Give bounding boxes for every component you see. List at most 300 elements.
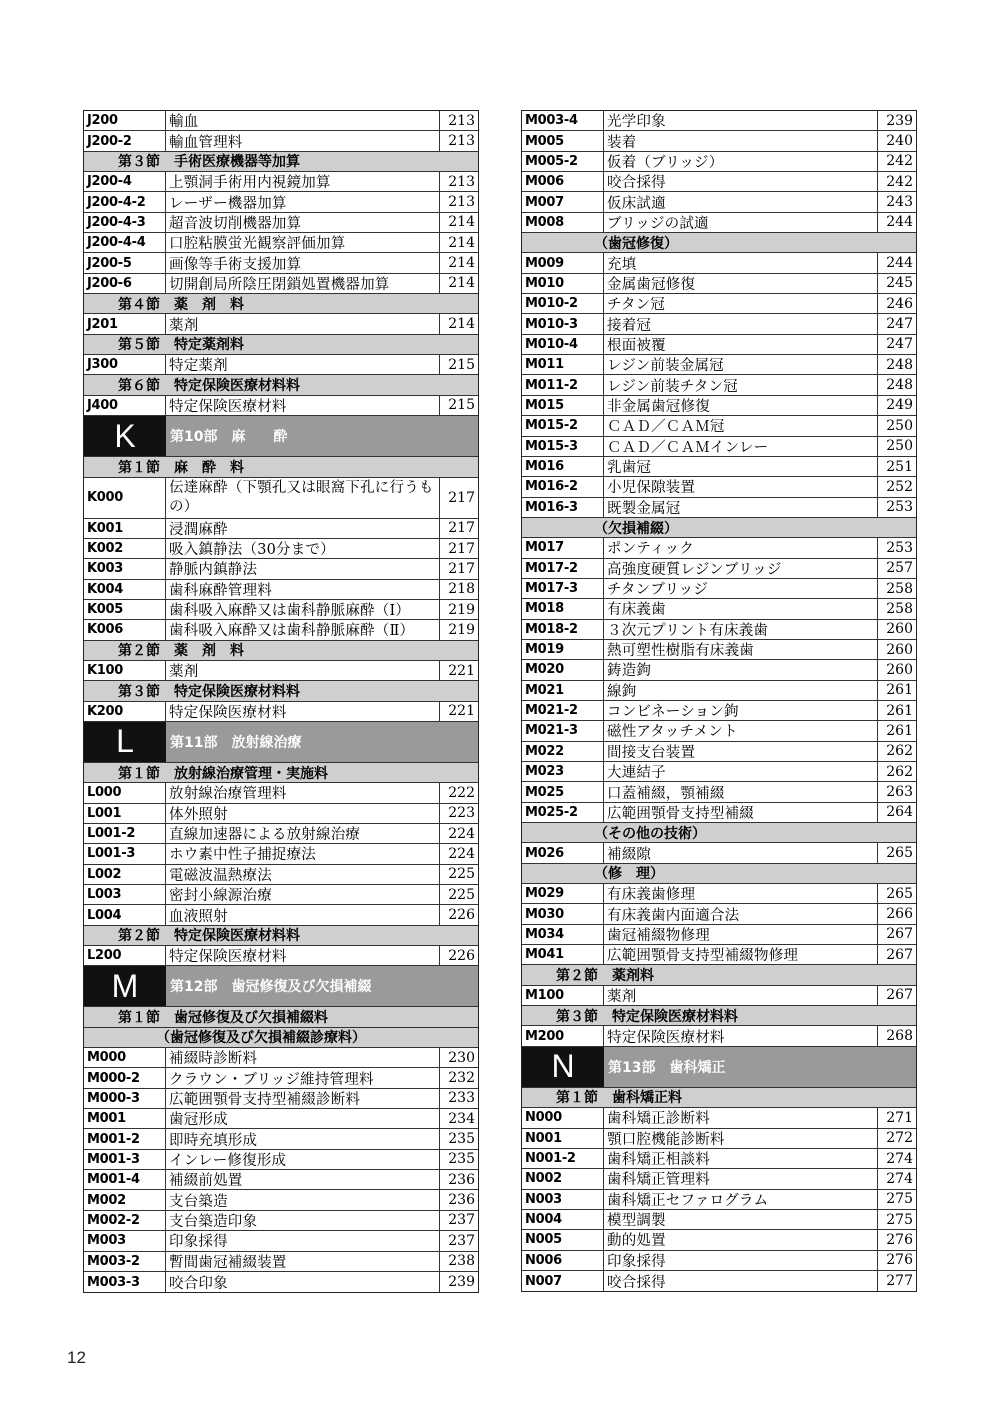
item-code: K003	[84, 559, 166, 578]
table-row	[84, 213, 478, 233]
item-page-number: 224	[448, 845, 475, 862]
item-page-number: 236	[448, 1171, 475, 1188]
table-row	[84, 253, 478, 273]
item-code: M016-3	[522, 498, 604, 517]
item-page-number: 226	[448, 947, 475, 964]
table-row	[522, 1271, 916, 1291]
table-row	[84, 1272, 478, 1292]
table-row	[84, 539, 478, 559]
item-name: 磁性アタッチメント	[604, 721, 878, 740]
table-row	[84, 192, 478, 212]
item-code: N002	[522, 1169, 604, 1188]
item-code: M200	[522, 1026, 604, 1045]
item-code: N001-2	[522, 1149, 604, 1168]
item-name: チタンブリッジ	[604, 579, 878, 598]
table-row	[522, 294, 916, 314]
item-page-number: 277	[886, 1273, 913, 1290]
item-page-number: 252	[886, 478, 913, 495]
item-page-number: 271	[886, 1109, 913, 1126]
section-header	[84, 375, 478, 395]
item-name: 支台築造	[166, 1190, 440, 1209]
item-name: 口腔粘膜蛍光観察評価加算	[166, 233, 440, 252]
item-code: L200	[84, 946, 166, 965]
item-page-number: 213	[448, 112, 475, 129]
item-code: J200-4	[84, 172, 166, 191]
part-title: 第12部 歯冠修復及び欠損補綴	[166, 966, 478, 1006]
table-row	[522, 375, 916, 395]
item-code: N006	[522, 1251, 604, 1270]
table-row	[84, 1129, 478, 1149]
item-page-number: 215	[448, 356, 475, 373]
table-row	[84, 804, 478, 824]
item-name: 伝達麻酔（下顎孔又は眼窩下孔に行うもの）	[166, 478, 440, 518]
item-code: M023	[522, 762, 604, 781]
item-name: 仮着（ブリッジ）	[604, 152, 878, 171]
item-code: L001-2	[84, 824, 166, 843]
item-name: 特定保険医療材料	[166, 702, 440, 721]
table-row	[522, 131, 916, 151]
item-name: 放射線治療管理料	[166, 783, 440, 802]
item-page-number: 214	[448, 275, 475, 292]
item-page-number: 215	[448, 397, 475, 414]
table-row	[522, 314, 916, 334]
item-page-number: 249	[886, 397, 913, 414]
item-page-number: 222	[448, 784, 475, 801]
table-row	[522, 742, 916, 762]
item-page-number: 217	[448, 560, 475, 577]
item-name: 補綴前処置	[166, 1170, 440, 1189]
item-code: L000	[84, 783, 166, 802]
table-row	[522, 213, 916, 233]
item-page-number: 250	[886, 417, 913, 434]
item-page-number: 233	[448, 1090, 475, 1107]
item-code: L001	[84, 804, 166, 823]
table-row	[522, 1190, 916, 1210]
item-name: ポンティック	[604, 538, 878, 557]
item-page-number: 213	[448, 133, 475, 150]
table-row	[522, 945, 916, 965]
item-page-number: 217	[448, 489, 475, 506]
item-code: N004	[522, 1210, 604, 1229]
table-row	[522, 925, 916, 945]
section-title: 第３節 手術医療機器等加算	[118, 154, 300, 171]
item-page-number: 213	[448, 173, 475, 190]
item-name: 超音波切削機器加算	[166, 213, 440, 232]
item-code: M019	[522, 640, 604, 659]
table-row	[522, 538, 916, 558]
section-header	[84, 152, 478, 172]
item-code: J200-2	[84, 131, 166, 150]
item-page-number: 275	[886, 1211, 913, 1228]
section-title: （歯冠修復）	[594, 235, 678, 252]
table-row	[84, 519, 478, 539]
table-row	[522, 721, 916, 741]
item-name: 血液照射	[166, 905, 440, 924]
item-page-number: 276	[886, 1231, 913, 1248]
table-row	[522, 884, 916, 904]
item-code: K100	[84, 661, 166, 680]
item-name: 特定保険医療材料	[604, 1026, 878, 1045]
item-name: 充填	[604, 253, 878, 272]
item-page-number: 257	[886, 560, 913, 577]
section-header	[84, 335, 478, 355]
item-page-number: 248	[886, 377, 913, 394]
item-name: ３次元プリント有床義歯	[604, 620, 878, 639]
item-code: J200-4-2	[84, 192, 166, 211]
item-page-number: 214	[448, 316, 475, 333]
item-name: 薬剤	[604, 986, 878, 1005]
item-page-number: 261	[886, 722, 913, 739]
table-row	[522, 681, 916, 701]
table-row	[522, 803, 916, 823]
item-name: 体外照射	[166, 804, 440, 823]
section-title: 第１節 歯科矯正料	[556, 1090, 682, 1107]
table-row	[522, 253, 916, 273]
item-name: 大連結子	[604, 762, 878, 781]
item-page-number: 262	[886, 743, 913, 760]
item-code: M000-3	[84, 1089, 166, 1108]
item-page-number: 258	[886, 600, 913, 617]
part-title: 第11部 放射線治療	[166, 722, 478, 762]
item-page-number: 260	[886, 621, 913, 638]
table-row	[84, 946, 478, 966]
table-row	[84, 1170, 478, 1190]
item-code: L003	[84, 885, 166, 904]
item-code: M030	[522, 904, 604, 923]
table-row	[84, 844, 478, 864]
item-name: 特定薬剤	[166, 355, 440, 374]
item-code: M001-3	[84, 1150, 166, 1169]
subsection-header	[84, 1028, 478, 1048]
item-page-number: 242	[886, 173, 913, 190]
item-code: M003	[84, 1231, 166, 1250]
item-name: インレー修復形成	[166, 1150, 440, 1169]
table-row	[84, 233, 478, 253]
item-page-number: 275	[886, 1191, 913, 1208]
table-row	[522, 457, 916, 477]
item-name: チタン冠	[604, 294, 878, 313]
item-page-number: 217	[448, 540, 475, 557]
index-table-left	[83, 110, 479, 1293]
item-name: クラウン・ブリッジ維持管理料	[166, 1068, 440, 1087]
table-row	[84, 274, 478, 294]
item-code: M025	[522, 782, 604, 801]
item-name: 補綴隙	[604, 843, 878, 862]
table-row	[522, 559, 916, 579]
part-letter: N	[522, 1047, 604, 1087]
item-name: 線鉤	[604, 681, 878, 700]
part-header	[84, 722, 478, 763]
table-row	[522, 172, 916, 192]
item-page-number: 239	[448, 1274, 475, 1291]
item-code: K000	[84, 478, 166, 518]
table-row	[84, 661, 478, 681]
item-code: K200	[84, 702, 166, 721]
item-name: 高強度硬質レジンブリッジ	[604, 559, 878, 578]
item-code: J300	[84, 355, 166, 374]
item-page-number: 244	[886, 214, 913, 231]
section-title: （歯冠修復及び欠損補綴診療料）	[156, 1030, 366, 1047]
item-name: 印象採得	[166, 1231, 440, 1250]
section-title: 第１節 麻 酔 料	[118, 459, 244, 476]
table-row	[522, 498, 916, 518]
item-page-number: 219	[448, 621, 475, 638]
item-name: 動的処置	[604, 1230, 878, 1249]
table-row	[522, 1108, 916, 1128]
table-row	[84, 865, 478, 885]
item-page-number: 234	[448, 1110, 475, 1127]
item-code: J200-6	[84, 274, 166, 293]
item-name: 仮床試適	[604, 192, 878, 211]
table-row	[84, 580, 478, 600]
table-row	[84, 1190, 478, 1210]
item-code: M018-2	[522, 620, 604, 639]
item-page-number: 218	[448, 581, 475, 598]
section-title: （欠損補綴）	[594, 520, 678, 537]
table-row	[522, 1026, 916, 1046]
item-code: M026	[522, 843, 604, 862]
section-header	[84, 457, 478, 477]
table-row	[522, 660, 916, 680]
item-code: J200-4-4	[84, 233, 166, 252]
table-row	[84, 1211, 478, 1231]
section-title: 第１節 歯冠修復及び欠損補綴料	[118, 1010, 328, 1027]
item-code: M015-3	[522, 437, 604, 456]
item-page-number: 213	[448, 194, 475, 211]
item-name: 直線加速器による放射線治療	[166, 824, 440, 843]
item-name: 模型調製	[604, 1210, 878, 1229]
item-code: N005	[522, 1230, 604, 1249]
item-page-number: 223	[448, 805, 475, 822]
item-name: 薬剤	[166, 661, 440, 680]
item-code: L001-3	[84, 844, 166, 863]
item-page-number: 226	[448, 907, 475, 924]
item-code: N007	[522, 1271, 604, 1291]
section-header	[522, 1006, 916, 1026]
item-code: K001	[84, 519, 166, 538]
item-code: M021-2	[522, 701, 604, 720]
item-page-number: 235	[448, 1131, 475, 1148]
item-page-number: 237	[448, 1232, 475, 1249]
table-row	[522, 640, 916, 660]
table-row	[522, 620, 916, 640]
item-page-number: 267	[886, 946, 913, 963]
item-code: M003-2	[84, 1252, 166, 1271]
section-header	[84, 681, 478, 701]
item-code: N000	[522, 1108, 604, 1127]
item-code: K006	[84, 620, 166, 639]
item-name: 広範囲顎骨支持型補綴診断料	[166, 1089, 440, 1108]
item-page-number: 240	[886, 133, 913, 150]
item-page-number: 225	[448, 886, 475, 903]
item-page-number: 264	[886, 804, 913, 821]
item-page-number: 242	[886, 153, 913, 170]
table-row	[522, 904, 916, 924]
item-code: J200-4-3	[84, 213, 166, 232]
item-name: 有床義歯	[604, 599, 878, 618]
item-name: 切開創局所陰圧閉鎖処置機器加算	[166, 274, 440, 293]
part-letter: L	[84, 722, 166, 762]
item-code: M015	[522, 396, 604, 415]
item-code: J400	[84, 396, 166, 415]
item-name: 歯科吸入麻酔又は歯科静脈麻酔（Ⅱ）	[166, 620, 440, 639]
section-header	[84, 641, 478, 661]
table-row	[522, 274, 916, 294]
table-row	[522, 843, 916, 863]
item-page-number: 262	[886, 763, 913, 780]
table-row	[522, 579, 916, 599]
item-page-number: 265	[886, 885, 913, 902]
item-name: 上顎洞手術用内視鏡加算	[166, 172, 440, 191]
item-page-number: 274	[886, 1150, 913, 1167]
index-table-right	[521, 110, 917, 1292]
part-letter: K	[84, 416, 166, 456]
part-letter: M	[84, 966, 166, 1006]
table-row	[84, 1048, 478, 1068]
section-header	[522, 1088, 916, 1108]
section-title: 第２節 薬 剤 料	[118, 643, 244, 660]
part-header	[84, 416, 478, 457]
item-name: ＣＡＤ／ＣＡＭインレー	[604, 437, 878, 456]
item-page-number: 263	[886, 784, 913, 801]
item-page-number: 235	[448, 1151, 475, 1168]
table-row	[84, 478, 478, 519]
item-name: 鋳造鉤	[604, 660, 878, 679]
section-title: 第６節 特定保険医療材料料	[118, 378, 300, 395]
table-row	[522, 437, 916, 457]
item-page-number: 221	[448, 703, 475, 720]
table-row	[522, 1129, 916, 1149]
item-code: M005	[522, 131, 604, 150]
item-code: M017-2	[522, 559, 604, 578]
table-row	[522, 416, 916, 436]
item-page-number: 267	[886, 987, 913, 1004]
item-code: M007	[522, 192, 604, 211]
table-row	[522, 477, 916, 497]
table-row	[84, 314, 478, 334]
section-header	[84, 926, 478, 946]
item-name: 密封小線源治療	[166, 885, 440, 904]
item-page-number: 260	[886, 641, 913, 658]
item-page-number: 260	[886, 661, 913, 678]
item-page-number: 253	[886, 499, 913, 516]
table-row	[84, 824, 478, 844]
item-page-number: 238	[448, 1253, 475, 1270]
item-code: M029	[522, 884, 604, 903]
item-code: M001-4	[84, 1170, 166, 1189]
table-row	[522, 599, 916, 619]
item-code: M011	[522, 355, 604, 374]
item-page-number: 225	[448, 866, 475, 883]
item-page-number: 237	[448, 1212, 475, 1229]
item-page-number: 217	[448, 520, 475, 537]
item-code: M020	[522, 660, 604, 679]
item-code: M021-3	[522, 721, 604, 740]
item-page-number: 247	[886, 336, 913, 353]
item-page-number: 224	[448, 825, 475, 842]
table-row	[522, 1149, 916, 1169]
item-name: 広範囲顎骨支持型補綴	[604, 803, 878, 822]
item-page-number: 243	[886, 194, 913, 211]
item-code: M016	[522, 457, 604, 476]
table-row	[522, 396, 916, 416]
item-name: 顎口腔機能診断料	[604, 1129, 878, 1148]
item-name: 歯科矯正セファログラム	[604, 1190, 878, 1209]
section-title: 第２節 薬剤料	[556, 968, 654, 985]
item-code: M010-3	[522, 314, 604, 333]
table-row	[84, 1068, 478, 1088]
item-name: 間接支台装置	[604, 742, 878, 761]
section-header	[522, 965, 916, 985]
item-code: K004	[84, 580, 166, 599]
section-title: 第５節 特定薬剤料	[118, 337, 244, 354]
item-name: 非金属歯冠修復	[604, 396, 878, 415]
table-row	[84, 172, 478, 192]
item-code: M017-3	[522, 579, 604, 598]
item-code: M002	[84, 1190, 166, 1209]
item-name: 咬合採得	[604, 172, 878, 191]
item-page-number: 250	[886, 438, 913, 455]
item-page-number: 232	[448, 1070, 475, 1087]
item-code: M022	[522, 742, 604, 761]
subsection-header	[522, 518, 916, 538]
item-name: 即時充填形成	[166, 1129, 440, 1148]
section-header	[84, 294, 478, 314]
section-title: 第２節 特定保険医療材料料	[118, 928, 300, 945]
item-page-number: 276	[886, 1252, 913, 1269]
item-page-number: 214	[448, 234, 475, 251]
item-code: M100	[522, 986, 604, 1005]
item-page-number: 265	[886, 845, 913, 862]
item-name: 装着	[604, 131, 878, 150]
table-row	[84, 559, 478, 579]
table-row	[84, 783, 478, 803]
table-row	[84, 131, 478, 151]
item-code: M010-2	[522, 294, 604, 313]
item-page-number: 253	[886, 539, 913, 556]
page-number: 12	[67, 1348, 86, 1367]
table-row	[522, 1230, 916, 1250]
item-code: L004	[84, 905, 166, 924]
part-header	[84, 966, 478, 1007]
section-title: 第３節 特定保険医療材料料	[556, 1008, 738, 1025]
item-code: M011-2	[522, 375, 604, 394]
item-name: ホウ素中性子捕捉療法	[166, 844, 440, 863]
item-name: 金属歯冠修復	[604, 274, 878, 293]
item-code: K002	[84, 539, 166, 558]
table-row	[522, 111, 916, 131]
item-name: 咬合印象	[166, 1272, 440, 1292]
item-page-number: 248	[886, 356, 913, 373]
item-code: M001-2	[84, 1129, 166, 1148]
item-name: コンビネーション鉤	[604, 701, 878, 720]
item-page-number: 261	[886, 682, 913, 699]
table-row	[84, 1252, 478, 1272]
item-code: M003-4	[522, 111, 604, 130]
item-page-number: 214	[448, 214, 475, 231]
item-code: L002	[84, 865, 166, 884]
item-page-number: 266	[886, 906, 913, 923]
table-row	[84, 396, 478, 416]
section-header	[84, 1007, 478, 1027]
table-row	[84, 702, 478, 722]
section-header	[84, 763, 478, 783]
item-name: 光学印象	[604, 111, 878, 130]
item-code: M015-2	[522, 416, 604, 435]
item-code: N003	[522, 1190, 604, 1209]
section-title: 第１節 放射線治療管理・実施料	[118, 765, 328, 782]
item-code: M034	[522, 925, 604, 944]
